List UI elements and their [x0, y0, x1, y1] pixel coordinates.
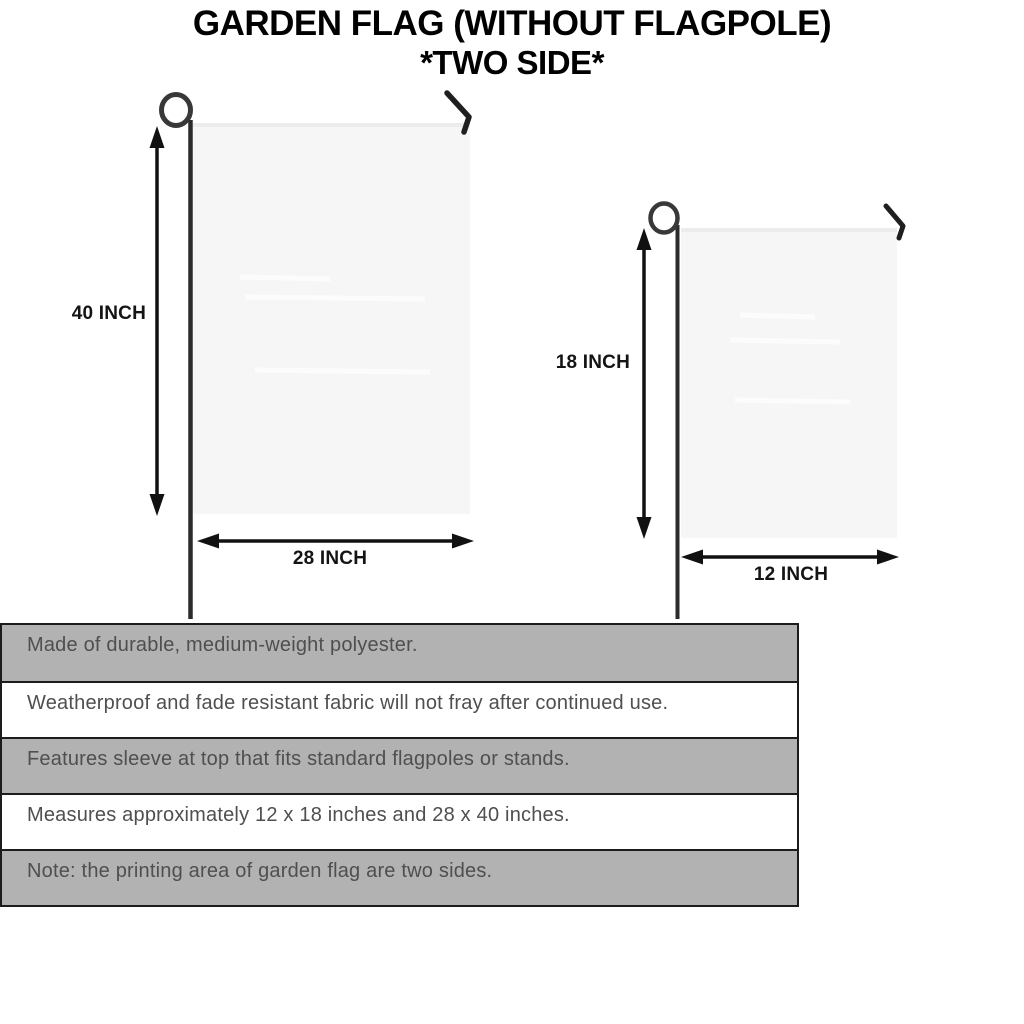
- small-flag-height-label: 18 INCH: [555, 352, 630, 373]
- large-flag-height-label: 40 INCH: [71, 303, 146, 324]
- small-flag-width-label: 12 INCH: [753, 564, 829, 585]
- feature-row-material: Made of durable, medium-weight polyester.: [2, 625, 797, 681]
- small-flag-canvas: [681, 230, 897, 538]
- small-flag-height-arrow: [637, 228, 652, 539]
- large-flag-sleeve-shadow: [193, 123, 470, 127]
- small-flag-width-arrow: [681, 550, 899, 565]
- feature-row-measurements: Measures approximately 12 x 18 inches and 28 x 40 inches.: [2, 793, 797, 849]
- large-flag-height-arrow: [150, 126, 165, 516]
- page-title: GARDEN FLAG (WITHOUT FLAGPOLE): [192, 4, 832, 43]
- large-flag-width-arrow: [197, 534, 474, 549]
- small-flag-pole-loop: [651, 204, 678, 233]
- feature-row-sleeve: Features sleeve at top that fits standard flagpoles or stands.: [2, 737, 797, 793]
- large-flag-width-label: 28 INCH: [292, 548, 368, 569]
- feature-table: [0, 623, 799, 907]
- large-flag-pole-loop: [162, 95, 191, 126]
- page-subtitle: *TWO SIDE*: [420, 44, 604, 81]
- large-flag-canvas: [193, 125, 470, 514]
- feature-row-weatherproof: Weatherproof and fade resistant fabric will not fray after continued use.: [2, 681, 797, 737]
- feature-row-note: Note: the printing area of garden flag are two sides.: [2, 849, 797, 905]
- small-flag-sleeve-shadow: [681, 228, 897, 232]
